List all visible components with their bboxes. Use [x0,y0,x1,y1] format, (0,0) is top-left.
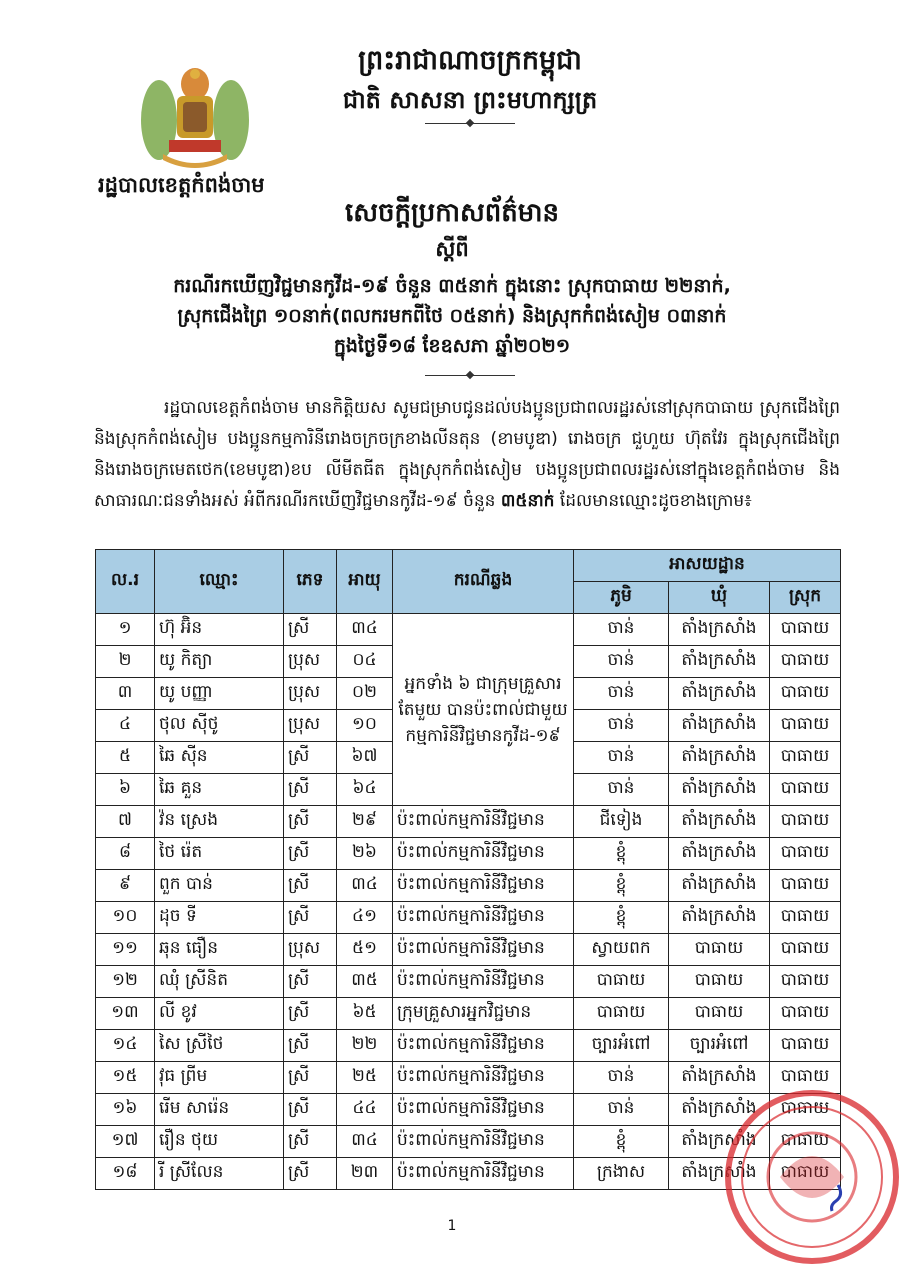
cell-sex: ស្រី [284,1126,337,1158]
cell-village: ខ្ពុំ [574,870,669,902]
cell-name: រឿន ថុយ [155,1126,284,1158]
cell-district: បាធាយ [770,646,841,678]
cell-sex: ស្រី [284,1158,337,1190]
cell-district: បាធាយ [770,1030,841,1062]
cell-case: ប៉ះពាល់កម្មការិនីវិជ្ជមាន [393,1062,574,1094]
cell-name: យូ កិត្យា [155,646,284,678]
table-row [96,998,841,1030]
cell-age: ១០ [337,710,393,742]
col-header-village: ភូមិ [574,582,669,614]
cell-no: ៥ [96,742,155,774]
cell-name: វ៉ន ស្រេង [155,806,284,838]
cell-no: ១៨ [96,1158,155,1190]
cell-case: ក្រុមគ្រួសារអ្នកវិជ្ជមាន [393,998,574,1030]
cell-no: ២ [96,646,155,678]
cell-no: ៦ [96,774,155,806]
cell-name: ឈុំ ស្រីនិត [155,966,284,998]
cell-no: ១៤ [96,1030,155,1062]
cell-name: ហ៊ុ អ៊ិន [155,614,284,646]
cell-case: ប៉ះពាល់កម្មការិនីវិជ្ជមាន [393,902,574,934]
title-divider [425,375,515,376]
cell-village: ច្បារអំពៅ [574,1030,669,1062]
cell-village: ចាន់ [574,678,669,710]
title-line-4: ស្រុកជើងព្រៃ ១០នាក់(ពលករមកពីថៃ ០៥នាក់) និងស្រុកកំពង់សៀម ០៣នាក់ [177,305,727,327]
cell-name: ថុល ស៊ីថូ [155,710,284,742]
cell-commune: តាំងក្រសាំង [669,678,770,710]
cell-village: ចាន់ [574,614,669,646]
cell-name: ដុច ទី [155,902,284,934]
cell-no: ១២ [96,966,155,998]
table-row [96,1030,841,1062]
cell-district: បាធាយ [770,710,841,742]
cell-name: រើម សារ៉េន [155,1094,284,1126]
table-row [96,870,841,902]
cell-no: ៣ [96,678,155,710]
cell-age: ២៥ [337,1062,393,1094]
cell-name: វុធ ព្រីម [155,1062,284,1094]
table-row [96,838,841,870]
cell-age: ៣៥ [337,966,393,998]
cell-name: ថៃ រ៉េត [155,838,284,870]
cell-age: ៤៤ [337,1094,393,1126]
col-header-no: ល.រ [96,550,155,614]
cell-village: ចាន់ [574,742,669,774]
cell-district: បាធាយ [770,614,841,646]
cell-case: ប៉ះពាល់កម្មការិនីវិជ្ជមាន [393,1126,574,1158]
cell-age: ៦៥ [337,998,393,1030]
title-line-1: សេចក្តីប្រកាសព័ត៌មាន [344,198,560,228]
body-text: រដ្ឋបាលខេត្តកំពង់ចាម មានកិត្តិយស សូមជម្រាបជូនដល់បងប្អូនប្រជាពលរដ្ឋរស់នៅស្រុកបាធាយ ស្រុកជើងព្រៃ និងស្រុកកំពង់សៀម បងប្អូនកម្មការិនីរោងចក្រចក្រខាងលីនតុន (ខាមបូឌា) រោងចក្រ ជួហួយ ហ៊ុតវែរ ក្នុងស្រុកជើងព្រៃ និងរោងចក្រមេតថេក(ខេមបូឌា)ខប លីមីតធីត ក្នុងស្រុកកំពង់សៀម បងប្អូនប្រជាពលរដ្ឋរស់នៅក្នុងខេត្តកំពង់ចាម និងសាធារណៈជនទាំងអស់ អំពីករណីរកឃើញវិជ្ជមានកូវីដ-១៩ ចំនួន [94,398,840,511]
cell-age: ០៤ [337,646,393,678]
body-text-end: ដែលមានឈ្មោះដូចខាងក្រោម៖ [559,491,752,511]
cell-age: ៣៤ [337,870,393,902]
cell-name: សៃ ស្រីថៃ [155,1030,284,1062]
cell-district: បាធាយ [770,998,841,1030]
cell-district: បាធាយ [770,806,841,838]
cell-case: ប៉ះពាល់កម្មការិនីវិជ្ជមាន [393,1030,574,1062]
cell-case: ប៉ះពាល់កម្មការិនីវិជ្ជមាន [393,1158,574,1190]
cell-sex: ប្រុស [284,710,337,742]
cell-commune: ច្បារអំពៅ [669,1030,770,1062]
col-header-sex: ភេទ [284,550,337,614]
cell-commune: បាធាយ [669,998,770,1030]
cell-village: ខ្ពុំ [574,1126,669,1158]
case-count: ៣៥នាក់ [500,491,555,511]
cell-commune: តាំងក្រសាំង [669,710,770,742]
cell-commune: តាំងក្រសាំង [669,1094,770,1126]
cell-village: បាធាយ [574,966,669,998]
cell-no: ១៧ [96,1126,155,1158]
cell-case: ប៉ះពាល់កម្មការិនីវិជ្ជមាន [393,1094,574,1126]
cell-sex: ស្រី [284,614,337,646]
cell-commune: តាំងក្រសាំង [669,742,770,774]
cell-age: ០២ [337,678,393,710]
cell-no: ១៦ [96,1094,155,1126]
cell-commune: តាំងក្រសាំង [669,614,770,646]
cell-village: ចាន់ [574,710,669,742]
cell-village: ចាន់ [574,774,669,806]
cell-age: ៣៤ [337,1126,393,1158]
cell-case: ប៉ះពាល់កម្មការិនីវិជ្ជមាន [393,870,574,902]
cell-sex: ស្រី [284,806,337,838]
col-header-case: ករណីឆ្លង [393,550,574,614]
cell-district: បាធាយ [770,1094,841,1126]
title-line-2: ស្តីពី [435,237,469,261]
cell-age: ២៩ [337,806,393,838]
cell-district: បាធាយ [770,742,841,774]
table-row [96,966,841,998]
cell-district: បាធាយ [770,678,841,710]
cell-village: ចាន់ [574,646,669,678]
cell-commune: តាំងក្រសាំង [669,646,770,678]
cell-district: បាធាយ [770,934,841,966]
cell-age: ២២ [337,1030,393,1062]
cell-name: ឆៃ ស៊ីន [155,742,284,774]
cell-commune: តាំងក្រសាំង [669,838,770,870]
provincial-emblem-icon [133,62,257,174]
cell-village: ខ្ពុំ [574,838,669,870]
cell-village: ខ្ពុំ [574,902,669,934]
cell-no: ៤ [96,710,155,742]
cell-age: ៥១ [337,934,393,966]
cell-district: បាធាយ [770,1158,841,1190]
cell-age: ២៣ [337,1158,393,1190]
cell-sex: ស្រី [284,870,337,902]
issuing-office: រដ្ឋបាលខេត្តកំពង់ចាម [98,173,265,197]
cell-district: បាធាយ [770,838,841,870]
cell-village: ក្រងាស [574,1158,669,1190]
cell-commune: តាំងក្រសាំង [669,1062,770,1094]
cell-sex: ស្រី [284,966,337,998]
col-header-district: ស្រុក [770,582,841,614]
cell-village: បាធាយ [574,998,669,1030]
title-line-5: ក្នុងថ្ងៃទី១៨ ខែឧសភា ឆ្នាំ២០២១ [333,335,571,357]
cell-no: ១០ [96,902,155,934]
cell-case: ប៉ះពាល់កម្មការិនីវិជ្ជមាន [393,838,574,870]
col-header-name: ឈ្មោះ [155,550,284,614]
table-row [96,902,841,934]
cell-sex: ប្រុស [284,646,337,678]
cell-name: ឆៃ គួន [155,774,284,806]
cell-village: ចាន់ [574,1062,669,1094]
cell-sex: ស្រី [284,1030,337,1062]
cell-district: បាធាយ [770,902,841,934]
cell-village: ជីទៀង [574,806,669,838]
cell-commune: តាំងក្រសាំង [669,1126,770,1158]
kingdom-name: ព្រះរាជាណាចក្រកម្ពុជា [358,45,582,76]
cell-commune: តាំងក្រសាំង [669,1158,770,1190]
cell-district: បាធាយ [770,1062,841,1094]
table-row [96,806,841,838]
announcement-title [100,196,804,361]
cell-no: ៩ [96,870,155,902]
cell-commune: តាំងក្រសាំង [669,902,770,934]
cell-sex: ប្រុស [284,678,337,710]
cell-village: ស្វាយពក [574,934,669,966]
cell-district: បាធាយ [770,1126,841,1158]
cell-sex: ស្រី [284,742,337,774]
cell-sex: ប្រុស [284,934,337,966]
cell-age: ២៦ [337,838,393,870]
cell-sex: ស្រី [284,998,337,1030]
cell-no: ៧ [96,806,155,838]
cell-sex: ស្រី [284,1094,337,1126]
cell-no: ៨ [96,838,155,870]
table-row [96,934,841,966]
cell-age: ៦៤ [337,774,393,806]
cell-case: ប៉ះពាល់កម្មការិនីវិជ្ជមាន [393,934,574,966]
cell-commune: តាំងក្រសាំង [669,806,770,838]
cell-name: ពួក បាន់ [155,870,284,902]
cell-no: ១៥ [96,1062,155,1094]
cell-sex: ស្រី [284,774,337,806]
cell-case-merged: អ្នកទាំង ៦ ជាក្រុមគ្រួសារតែមួយ បានប៉ះពាល់ជាមួយកម្មការិនីវិជ្ជមានកូវីដ-១៩ [393,614,574,806]
national-motto: ជាតិ សាសនា ព្រះមហាក្សត្រ [342,86,598,114]
kingdom-header [320,44,620,120]
cell-age: ៤១ [337,902,393,934]
cell-name: រី ស្រីលែន [155,1158,284,1190]
table-row [96,614,841,646]
cell-district: បាធាយ [770,966,841,998]
cell-commune: តាំងក្រសាំង [669,870,770,902]
title-line-3: ករណីរកឃើញវិជ្ជមានកូវីដ-១៩ ចំនួន ៣៥នាក់ ក្នុងនោះ ស្រុកបាធាយ ២២នាក់, [173,275,731,297]
cell-district: បាធាយ [770,870,841,902]
cell-case: ប៉ះពាល់កម្មការិនីវិជ្ជមាន [393,806,574,838]
cell-age: ៣៤ [337,614,393,646]
cell-case: ប៉ះពាល់កម្មការិនីវិជ្ជមាន [393,966,574,998]
cell-district: បាធាយ [770,774,841,806]
cell-sex: ស្រី [284,902,337,934]
cell-name: ឆុន ធឿន [155,934,284,966]
cell-commune: តាំងក្រសាំង [669,774,770,806]
cell-no: ១៣ [96,998,155,1030]
cell-no: ១ [96,614,155,646]
cell-age: ៦៧ [337,742,393,774]
col-header-age: អាយុ [337,550,393,614]
cell-sex: ស្រី [284,1062,337,1094]
cell-no: ១១ [96,934,155,966]
cell-name: យូ បញ្ញា [155,678,284,710]
cell-commune: បាធាយ [669,966,770,998]
cell-name: លី ខូវ [155,998,284,1030]
cell-sex: ស្រី [284,838,337,870]
cell-village: ចាន់ [574,1094,669,1126]
col-header-address: អាសយដ្ឋាន [574,550,841,582]
col-header-commune: ឃុំ [669,582,770,614]
header-divider [425,123,515,124]
body-paragraph [94,393,840,517]
page-number: 1 [447,1218,457,1234]
official-seal-icon [720,1085,904,1270]
cell-commune: បាធាយ [669,934,770,966]
